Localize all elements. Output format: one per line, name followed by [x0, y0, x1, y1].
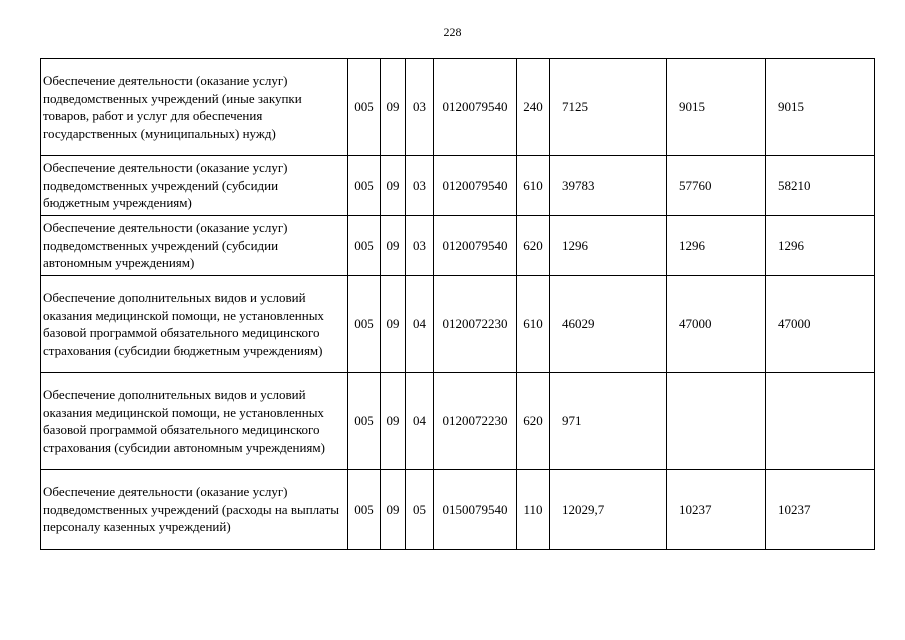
amount-year-3: 10237	[766, 470, 875, 550]
target-code: 0120072230	[434, 373, 517, 470]
amount-year-3: 58210	[766, 156, 875, 216]
amount-year-2: 9015	[667, 59, 766, 156]
ministry-code: 005	[348, 276, 381, 373]
ministry-code: 005	[348, 470, 381, 550]
amount-year-1: 46029	[550, 276, 667, 373]
expense-type-code: 610	[517, 276, 550, 373]
expense-name: Обеспечение деятельности (оказание услуг) подведомственных учреждений (субсидии автономным учреждениям)	[41, 216, 348, 276]
amount-year-3: 9015	[766, 59, 875, 156]
expense-name: Обеспечение деятельности (оказание услуг) подведомственных учреждений (расходы на выплаты персоналу казенных учреждений)	[41, 470, 348, 550]
amount-year-2	[667, 373, 766, 470]
ministry-code: 005	[348, 373, 381, 470]
amount-year-2: 57760	[667, 156, 766, 216]
ministry-code: 005	[348, 216, 381, 276]
budget-table	[40, 58, 875, 550]
page-number: 228	[443, 25, 462, 39]
section-code: 09	[381, 373, 406, 470]
section-code: 09	[381, 470, 406, 550]
section-code: 09	[381, 216, 406, 276]
subsection-code: 03	[406, 156, 434, 216]
subsection-code: 04	[406, 276, 434, 373]
target-code: 0120079540	[434, 59, 517, 156]
subsection-code: 04	[406, 373, 434, 470]
table-row	[41, 373, 875, 470]
subsection-code: 03	[406, 59, 434, 156]
amount-year-2: 10237	[667, 470, 766, 550]
amount-year-3	[766, 373, 875, 470]
amount-year-2: 1296	[667, 216, 766, 276]
amount-year-2: 47000	[667, 276, 766, 373]
amount-year-3: 47000	[766, 276, 875, 373]
section-code: 09	[381, 59, 406, 156]
expense-name: Обеспечение дополнительных видов и условий оказания медицинской помощи, не установленных базовой программой обязательного медицинского страхования (субсидии бюджетным учреждениям)	[41, 276, 348, 373]
table-row	[41, 156, 875, 216]
table-row	[41, 216, 875, 276]
amount-year-1: 39783	[550, 156, 667, 216]
expense-type-code: 240	[517, 59, 550, 156]
table-row	[41, 470, 875, 550]
table-row	[41, 276, 875, 373]
subsection-code: 03	[406, 216, 434, 276]
table-row	[41, 59, 875, 156]
expense-name: Обеспечение деятельности (оказание услуг) подведомственных учреждений (субсидии бюджетным учреждениям)	[41, 156, 348, 216]
expense-type-code: 620	[517, 373, 550, 470]
amount-year-1: 7125	[550, 59, 667, 156]
expense-name: Обеспечение дополнительных видов и условий оказания медицинской помощи, не установленных базовой программой обязательного медицинского страхования (субсидии автономным учреждениям)	[41, 373, 348, 470]
ministry-code: 005	[348, 59, 381, 156]
subsection-code: 05	[406, 470, 434, 550]
expense-type-code: 110	[517, 470, 550, 550]
amount-year-3: 1296	[766, 216, 875, 276]
target-code: 0120072230	[434, 276, 517, 373]
section-code: 09	[381, 276, 406, 373]
ministry-code: 005	[348, 156, 381, 216]
target-code: 0120079540	[434, 216, 517, 276]
expense-type-code: 620	[517, 216, 550, 276]
amount-year-1: 12029,7	[550, 470, 667, 550]
amount-year-1: 971	[550, 373, 667, 470]
target-code: 0150079540	[434, 470, 517, 550]
expense-type-code: 610	[517, 156, 550, 216]
target-code: 0120079540	[434, 156, 517, 216]
section-code: 09	[381, 156, 406, 216]
expense-name: Обеспечение деятельности (оказание услуг) подведомственных учреждений (иные закупки товаров, работ и услуг для обеспечения государственных (муниципальных) нужд)	[41, 59, 348, 156]
amount-year-1: 1296	[550, 216, 667, 276]
